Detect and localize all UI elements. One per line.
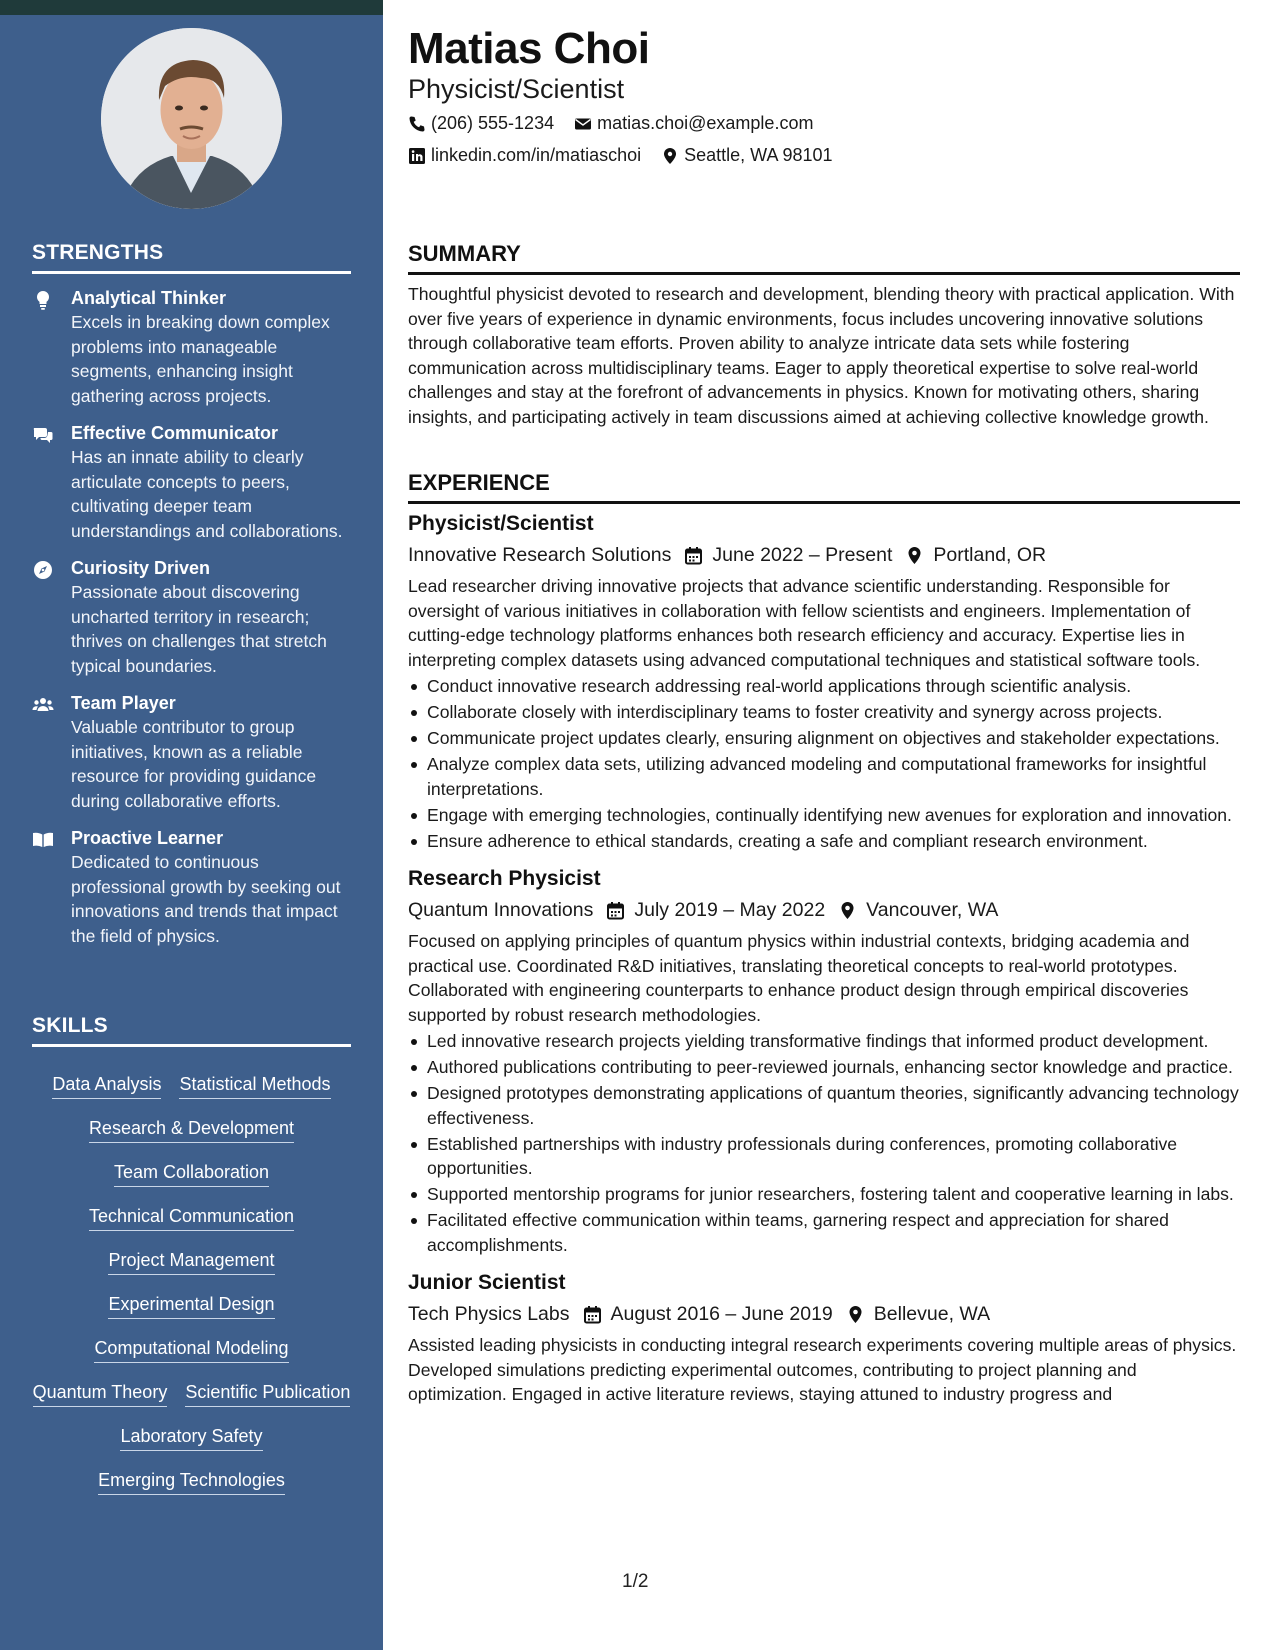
job-title: Junior Scientist (408, 1271, 566, 1294)
skill-tag: Technical Communication (89, 1204, 294, 1231)
strength-title: Effective Communicator (71, 423, 279, 443)
strength-title: Analytical Thinker (71, 288, 227, 308)
phone-icon (408, 115, 426, 133)
skill-tag: Statistical Methods (179, 1072, 330, 1099)
list-item: Analyze complex data sets, utilizing advanced modeling and computational frameworks for insightful interpretations. (408, 752, 1240, 801)
strength-title: Curiosity Driven (71, 558, 211, 578)
job-company: Quantum Innovations (408, 899, 594, 921)
job-location: Portland, OR (933, 544, 1047, 566)
skill-tag: Project Management (108, 1248, 274, 1275)
job-description: Focused on applying principles of quantum physics within industrial contexts, bridging academia and practical use. Coordinated R&D initiatives, translating theoretical concepts to real-world prototypes. Collaborated with engineering counterparts to enhance product design through empirical discoveries supported by robust research methodologies. (408, 931, 1190, 1025)
strength-title: Proactive Learner (71, 828, 224, 848)
skill-tag: Data Analysis (52, 1072, 161, 1099)
skill-tag: Computational Modeling (94, 1336, 288, 1363)
experience-list (408, 510, 1240, 1419)
list-item: Ensure adherence to ethical standards, creating a safe and compliant research environment. (408, 829, 1240, 854)
email-text: matias.choi@example.com (597, 113, 814, 133)
users-icon (32, 694, 54, 716)
map-pin-icon (838, 901, 857, 920)
strength-item (32, 422, 357, 543)
strength-desc: Passionate about discovering uncharted territory in research; thrives on challenges that stretch typical boundaries. (71, 582, 327, 676)
calendar-icon (684, 546, 703, 565)
strength-item (32, 827, 357, 948)
book-icon (32, 829, 54, 851)
avatar (101, 28, 282, 209)
linkedin-text: linkedin.com/in/matiaschoi (431, 145, 642, 165)
strengths-list (32, 287, 357, 962)
skill-tag: Scientific Publication (185, 1380, 350, 1407)
strength-desc: Has an innate ability to clearly articulate concepts to peers, cultivating deeper team understandings and collaborations. (71, 447, 343, 541)
skill-tag: Team Collaboration (114, 1160, 269, 1187)
job-company: Tech Physics Labs (408, 1303, 570, 1325)
strength-desc: Dedicated to continuous professional growth by seeking out innovations and trends that impact the field of physics. (71, 852, 341, 946)
strength-desc: Excels in breaking down complex problems into manageable segments, enhancing insight gathering across projects. (71, 312, 330, 406)
job-meta (408, 540, 1240, 570)
skills-list (32, 1072, 351, 1495)
strength-item (32, 287, 357, 408)
job-entry (408, 865, 1240, 1257)
email-contact[interactable] (574, 113, 813, 134)
job-description: Lead researcher driving innovative projects that advance scientific understanding. Responsible for oversight of various initiatives in collaboration with fellow scientists and engineers. Implementation of cutting-edge technology platforms enhances both research efficiency and accuracy. Expertise lies in interpreting complex datasets using advanced computational techniques and statistical software tools. (408, 576, 1201, 670)
list-item: Engage with emerging technologies, continually identifying new avenues for exploration and innovation. (408, 803, 1240, 828)
map-pin-icon (661, 147, 679, 165)
strengths-heading: STRENGTHS (32, 241, 351, 274)
summary-heading: SUMMARY (408, 241, 1240, 275)
list-item: Facilitated effective communication within teams, garnering respect and appreciation for shared accomplishments. (408, 1208, 1240, 1257)
skill-tag: Experimental Design (108, 1292, 274, 1319)
job-title: Physicist/Scientist (408, 512, 594, 535)
candidate-name: Matias Choi (408, 24, 650, 73)
skill-tag: Research & Development (89, 1116, 294, 1143)
job-meta (408, 895, 1240, 925)
list-item: Established partnerships with industry professionals during conferences, promoting collaborative opportunities. (408, 1132, 1240, 1181)
summary-text: Thoughtful physicist devoted to research and development, blending theory with practical application. With over five years of experience in dynamic environments, focus includes uncovering innovative solutions through collaborative team efforts. Proven ability to analyze intricate data sets while fostering communication across multidisciplinary teams. Eager to apply theoretical expertise to solve real-world challenges and stay at the forefront of advancements in physics. Known for motivating others, sharing insights, and participating actively in team discussions aimed at achieving collective knowledge growth. (408, 284, 1235, 427)
list-item: Conduct innovative research addressing real-world applications through scientific analysis. (408, 674, 1240, 699)
list-item: Authored publications contributing to peer-reviewed journals, enhancing sector knowledge and practice. (408, 1055, 1240, 1080)
calendar-icon (583, 1305, 602, 1324)
chat-bubbles-icon (32, 424, 54, 446)
list-item: Led innovative research projects yielding transformative findings that informed product development. (408, 1029, 1240, 1054)
job-dates: July 2019 – May 2022 (634, 899, 826, 921)
skill-tag: Laboratory Safety (120, 1424, 262, 1451)
map-pin-icon (846, 1305, 865, 1324)
list-item: Collaborate closely with interdisciplinary teams to foster creativity and synergy across projects. (408, 700, 1240, 725)
phone-contact[interactable] (408, 113, 554, 134)
list-item: Communicate project updates clearly, ensuring alignment on objectives and stakeholder expectations. (408, 726, 1240, 751)
candidate-title: Physicist/Scientist (408, 74, 625, 104)
profile-photo (101, 28, 282, 209)
page-number: 1/2 (622, 1571, 649, 1592)
job-entry (408, 1269, 1240, 1407)
sidebar (0, 15, 383, 1650)
job-dates: June 2022 – Present (712, 544, 893, 566)
phone-text: (206) 555-1234 (431, 113, 555, 133)
job-title: Research Physicist (408, 867, 601, 890)
job-description: Assisted leading physicists in conducting integral research experiments covering multiple areas of physics. Developed simulations predicting experimental outcomes, contributing to project planning and optimization. Engaged in active literature reviews, staying attuned to industry progress and (408, 1335, 1237, 1404)
job-dates: August 2016 – June 2019 (610, 1303, 833, 1325)
map-pin-icon (905, 546, 924, 565)
compass-icon (32, 559, 54, 581)
job-company: Innovative Research Solutions (408, 544, 672, 566)
skill-tag: Quantum Theory (33, 1380, 168, 1407)
lightbulb-icon (32, 289, 54, 311)
job-location: Vancouver, WA (866, 899, 999, 921)
linkedin-icon (408, 147, 426, 165)
strength-desc: Valuable contributor to group initiatives, known as a reliable resource for providing guidance during collaborative efforts. (71, 717, 317, 811)
strength-title: Team Player (71, 693, 176, 713)
strength-item (32, 692, 357, 813)
contact-row (408, 145, 833, 166)
list-item: Supported mentorship programs for junior researchers, fostering talent and cooperative learning in labs. (408, 1182, 1240, 1207)
job-bullets (408, 674, 1240, 853)
envelope-icon (574, 115, 592, 133)
skill-tag: Emerging Technologies (98, 1468, 285, 1495)
strength-item (32, 557, 357, 678)
job-entry (408, 510, 1240, 853)
calendar-icon (606, 901, 625, 920)
job-meta (408, 1299, 1240, 1329)
experience-heading: EXPERIENCE (408, 470, 1240, 504)
contact-row (408, 113, 813, 134)
sidebar-top-bar (0, 0, 383, 15)
skills-heading: SKILLS (32, 1014, 351, 1047)
job-location: Bellevue, WA (873, 1303, 991, 1325)
location-text: Seattle, WA 98101 (684, 145, 833, 165)
job-bullets (408, 1029, 1240, 1257)
linkedin-contact[interactable] (408, 145, 641, 166)
list-item: Designed prototypes demonstrating applications of quantum theories, significantly advancing technology effectiveness. (408, 1081, 1240, 1130)
location-contact (661, 145, 832, 166)
